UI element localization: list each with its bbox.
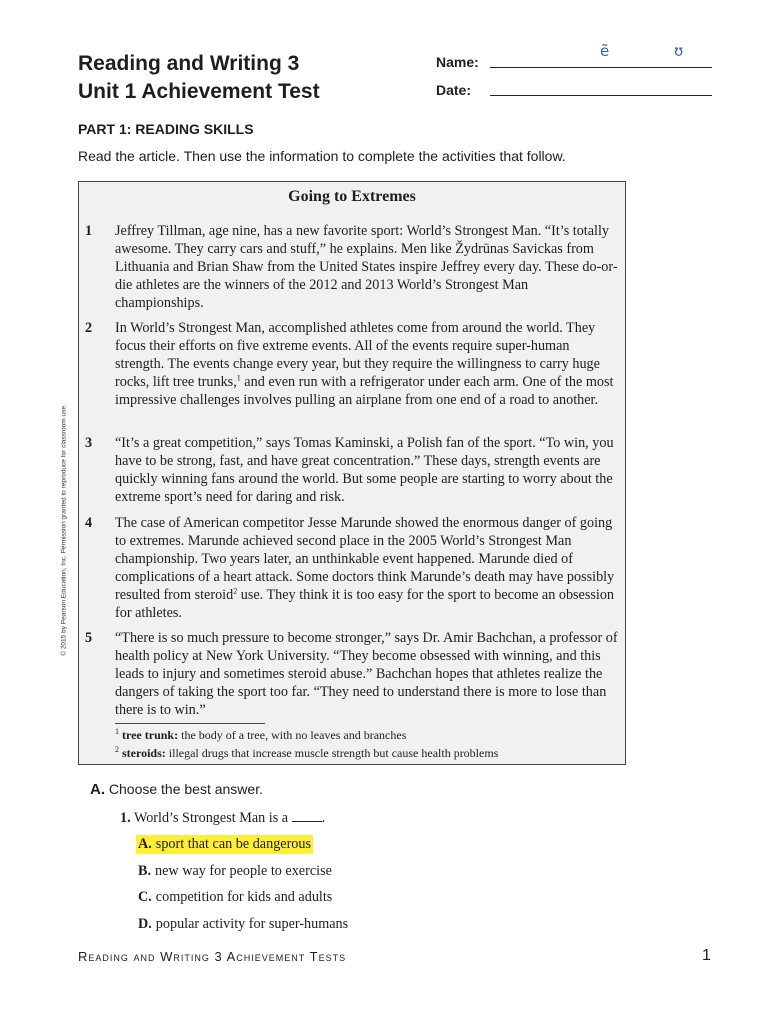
article-paragraph (85, 319, 620, 409)
answer-option-d[interactable] (136, 915, 350, 934)
page-number: 1 (702, 947, 711, 964)
paragraph-text: and even run with a refrigerator under each arm. One of the most impressive challenges involves pulling an airplane from one end of a road to another. (115, 374, 614, 408)
answer-blank (292, 809, 322, 822)
article-paragraph (85, 514, 620, 622)
paragraph-text: “There is so much pressure to become stronger,” says Dr. Amir Bachchan, a professor of health policy at New York University. “They become obsessed with winning, and this leads to injury and sometimes steroid abuse.” Bachchan hopes that athletes realize the dangers of taking the sport too far. “They need to understand there is more to lose than there is to win.” (115, 630, 618, 718)
name-label: Name: (436, 54, 479, 70)
paragraph-number: 3 (85, 435, 93, 451)
paragraph-text: In World’s Strongest Man, accomplished athletes come from around the world. They focus their efforts on five extreme events. All of the events require super-human strength. The events change every year, but they require the willingness to carry huge rocks, lift tree trunks, (115, 320, 600, 390)
name-field-line[interactable] (490, 67, 712, 68)
article-paragraph (85, 629, 620, 719)
paragraph-text: “It’s a great competition,” says Tomas Kaminski, a Polish fan of the sport. “To win, you have to be strong, fast, and have great concentration.” These days, strength events are quickly winning fans around the world. But some people are starting to worry about the extreme sport’s need for daring and risk. (115, 435, 614, 505)
part-heading: PART 1: READING SKILLS (78, 121, 254, 137)
footnote-term: steroids: (122, 746, 166, 760)
section-letter: A. (90, 781, 105, 798)
copyright-note: © 2015 by Pearson Education, Inc. Permission granted to reproduce for classroom use. (60, 404, 68, 656)
footnote-divider (115, 723, 265, 724)
footnote-number: 2 (115, 745, 119, 754)
option-letter: D. (138, 916, 152, 932)
option-text: popular activity for super-humans (155, 916, 349, 932)
title-line-1: Reading and Writing 3 (78, 52, 300, 75)
handwritten-mark: ẽ (600, 42, 610, 60)
question-1 (120, 809, 325, 827)
option-text: new way for people to exercise (155, 863, 332, 879)
answer-option-c[interactable] (136, 888, 334, 907)
option-letter: A. (138, 836, 152, 852)
question-stem-end: . (321, 810, 326, 826)
footnote-definition: the body of a tree, with no leaves and branches (178, 728, 407, 742)
footnote-ref: 1 (236, 373, 241, 383)
article-paragraph (85, 434, 620, 506)
date-field-line[interactable] (490, 95, 712, 96)
paragraph-number: 2 (85, 320, 93, 336)
paragraph-text: use. They think it is too easy for the sport to become an obsession for athletes. (115, 587, 615, 621)
article-paragraph (85, 222, 620, 312)
footnote-definition: illegal drugs that increase muscle strength but cause health problems (165, 746, 499, 760)
section-instruction-text: Choose the best answer. (108, 781, 263, 797)
option-letter: C. (138, 889, 152, 905)
option-letter: B. (138, 863, 152, 879)
question-stem: World’s Strongest Man is a (133, 810, 289, 826)
answer-option-a[interactable] (136, 835, 313, 854)
footer-text: Reading and Writing 3 Achievement Tests (78, 949, 347, 964)
option-text: competition for kids and adults (155, 889, 333, 905)
section-a-instruction (90, 781, 263, 798)
title-line-2: Unit 1 Achievement Test (78, 80, 320, 103)
question-number: 1. (120, 810, 131, 826)
option-text: sport that can be dangerous (155, 836, 312, 852)
part-instructions: Read the article. Then use the information to complete the activities that follow. (78, 148, 566, 164)
paragraph-number: 4 (85, 515, 93, 531)
page-title (78, 50, 320, 106)
paragraph-number: 5 (85, 630, 93, 646)
article-title: Going to Extremes (288, 188, 416, 205)
footnote-term: tree trunk: (122, 728, 179, 742)
date-label: Date: (436, 82, 472, 98)
footnote (115, 728, 406, 743)
answer-option-b[interactable] (136, 862, 334, 881)
paragraph-text: Jeffrey Tillman, age nine, has a new favorite sport: World’s Strongest Man. “It’s totally awesome. They carry cars and stuff,” he explains. Men like Žydrūnas Savickas from Lithuania and Brian Shaw from the United States inspire Jeffrey every day. These do-or-die athletes are the winners of the 2012 and 2013 World’s Strongest Man championships. (115, 223, 618, 311)
handwritten-mark: ʊ (674, 42, 684, 60)
footnote (115, 746, 498, 761)
footnote-ref: 2 (233, 586, 238, 596)
paragraph-number: 1 (85, 223, 93, 239)
article-box (78, 181, 626, 765)
paragraph-text: The case of American competitor Jesse Marunde showed the enormous danger of going to extremes. Marunde achieved second place in the 2005 World’s Strongest Man championship. Two years later, an unthinkable event happened. Marunde died of complications of a heart attack. Some doctors think Marunde’s death may have possibly resulted from steroid (115, 515, 615, 603)
footnote-number: 1 (115, 727, 119, 736)
